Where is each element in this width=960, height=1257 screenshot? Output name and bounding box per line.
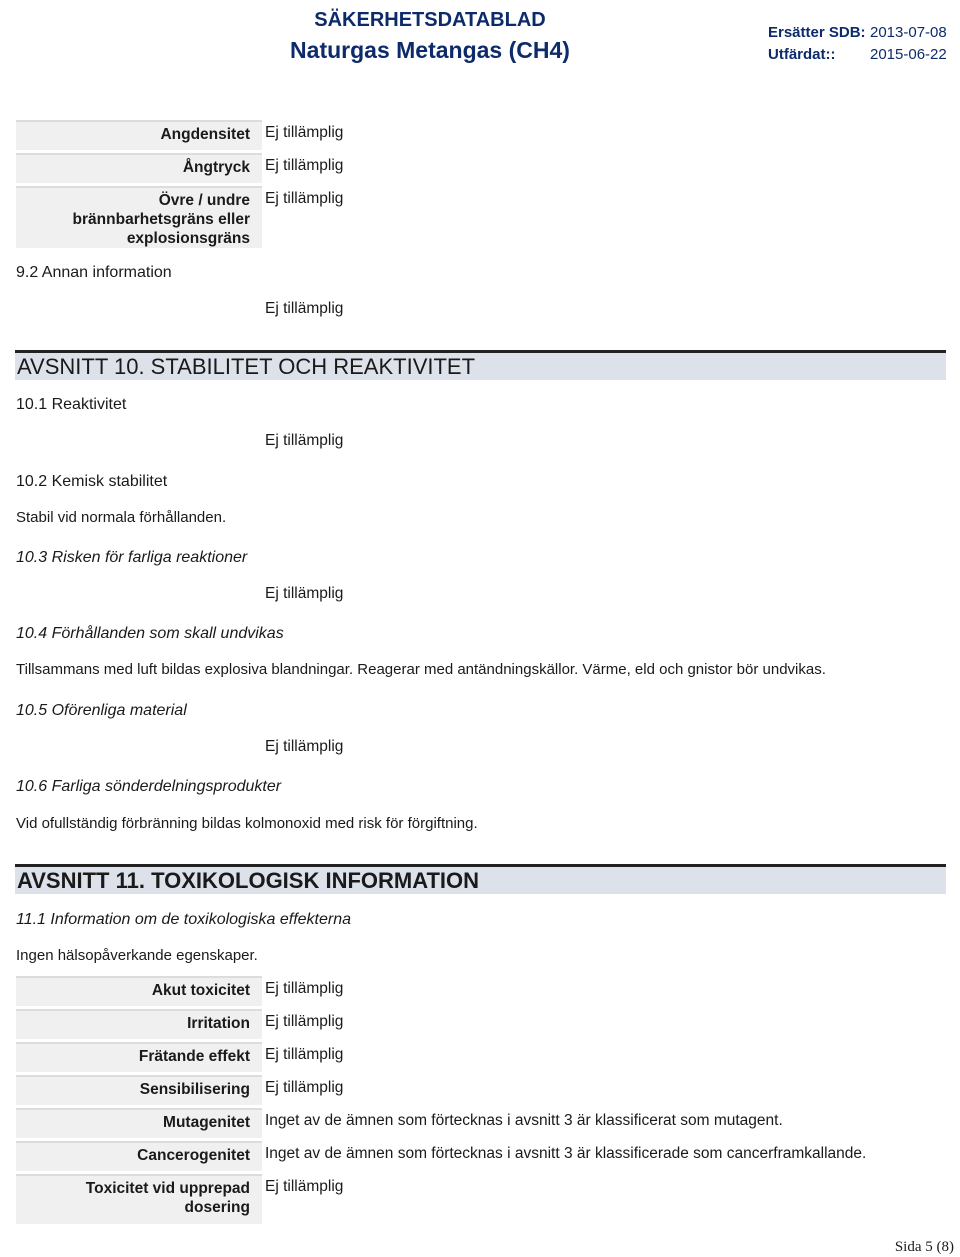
property-value: Ej tillämplig [265,1079,344,1096]
property-label: Sensibilisering [16,1075,262,1105]
subsection-text: Ingen hälsopåverkande egenskaper. [16,947,258,964]
subsection-heading: 10.3 Risken för farliga reaktioner [16,549,248,566]
subsection-text: Ej tillämplig [265,432,344,449]
property-label: Frätande effekt [16,1042,262,1072]
replaces-label: Ersätter SDB: [768,24,866,41]
property-label: Irritation [16,1009,262,1039]
section-heading: AVSNITT 11. TOXIKOLOGISK INFORMATION [15,864,946,894]
property-label: Toxicitet vid upprepad dosering [16,1174,262,1224]
property-value: Ej tillämplig [265,1046,344,1063]
issued-date: 2015-06-22 [870,46,947,63]
property-row [16,120,956,150]
property-label: Ångtryck [16,153,262,183]
section-heading: AVSNITT 10. STABILITET OCH REAKTIVITET [15,350,946,380]
subsection-heading: 10.1 Reaktivitet [16,396,127,413]
property-row [16,1009,956,1039]
replaces-date: 2013-07-08 [870,24,947,41]
subsection-text: Ej tillämplig [265,738,344,755]
property-value: Ej tillämplig [265,190,344,207]
property-value: Ej tillämplig [265,1178,344,1195]
property-label: Cancerogenitet [16,1141,262,1171]
subsection-text: Tillsammans med luft bildas explosiva blandningar. Reagerar med antändningskällor. Värme, eld och gnistor bör undvikas. [16,661,826,678]
issued-label: Utfärdat:: [768,46,836,63]
property-label: Mutagenitet [16,1108,262,1138]
property-label: Angdensitet [16,120,262,150]
property-row [16,1141,956,1171]
page-number: Sida 5 (8) [894,1239,954,1255]
property-row [16,186,956,248]
subsection-heading: 10.6 Farliga sönderdelningsprodukter [16,778,282,795]
subsection-text: Stabil vid normala förhållanden. [16,509,227,526]
property-row [16,1075,956,1105]
product-name: Naturgas Metangas (CH4) [290,37,570,63]
property-value: Ej tillämplig [265,980,344,997]
property-row [16,153,956,183]
subsection-heading: 9.2 Annan information [16,264,172,281]
property-value: Inget av de ämnen som förtecknas i avsnitt 3 är klassificerade som cancerframkallande. [265,1145,867,1162]
property-label: Övre / undre brännbarhetsgräns eller explosionsgräns [16,186,262,248]
document-title: SÄKERHETSDATABLAD [314,9,546,31]
property-value: Inget av de ämnen som förtecknas i avsnitt 3 är klassificerat som mutagent. [265,1112,783,1129]
property-value: Ej tillämplig [265,1013,344,1030]
subsection-heading: 10.2 Kemisk stabilitet [16,473,168,490]
subsection-heading: 11.1 Information om de toxikologiska effekterna [16,911,351,928]
property-row [16,1108,956,1138]
subsection-text: Ej tillämplig [265,585,344,602]
property-label: Akut toxicitet [16,976,262,1006]
property-row [16,1042,956,1072]
subsection-heading: 10.4 Förhållanden som skall undvikas [16,625,284,642]
property-value: Ej tillämplig [265,157,344,174]
subsection-text: Ej tillämplig [265,300,344,317]
property-row [16,976,956,1006]
property-row [16,1174,956,1224]
property-value: Ej tillämplig [265,124,344,141]
subsection-text: Vid ofullständig förbränning bildas kolmonoxid med risk för förgiftning. [16,815,478,832]
subsection-heading: 10.5 Oförenliga material [16,702,187,719]
